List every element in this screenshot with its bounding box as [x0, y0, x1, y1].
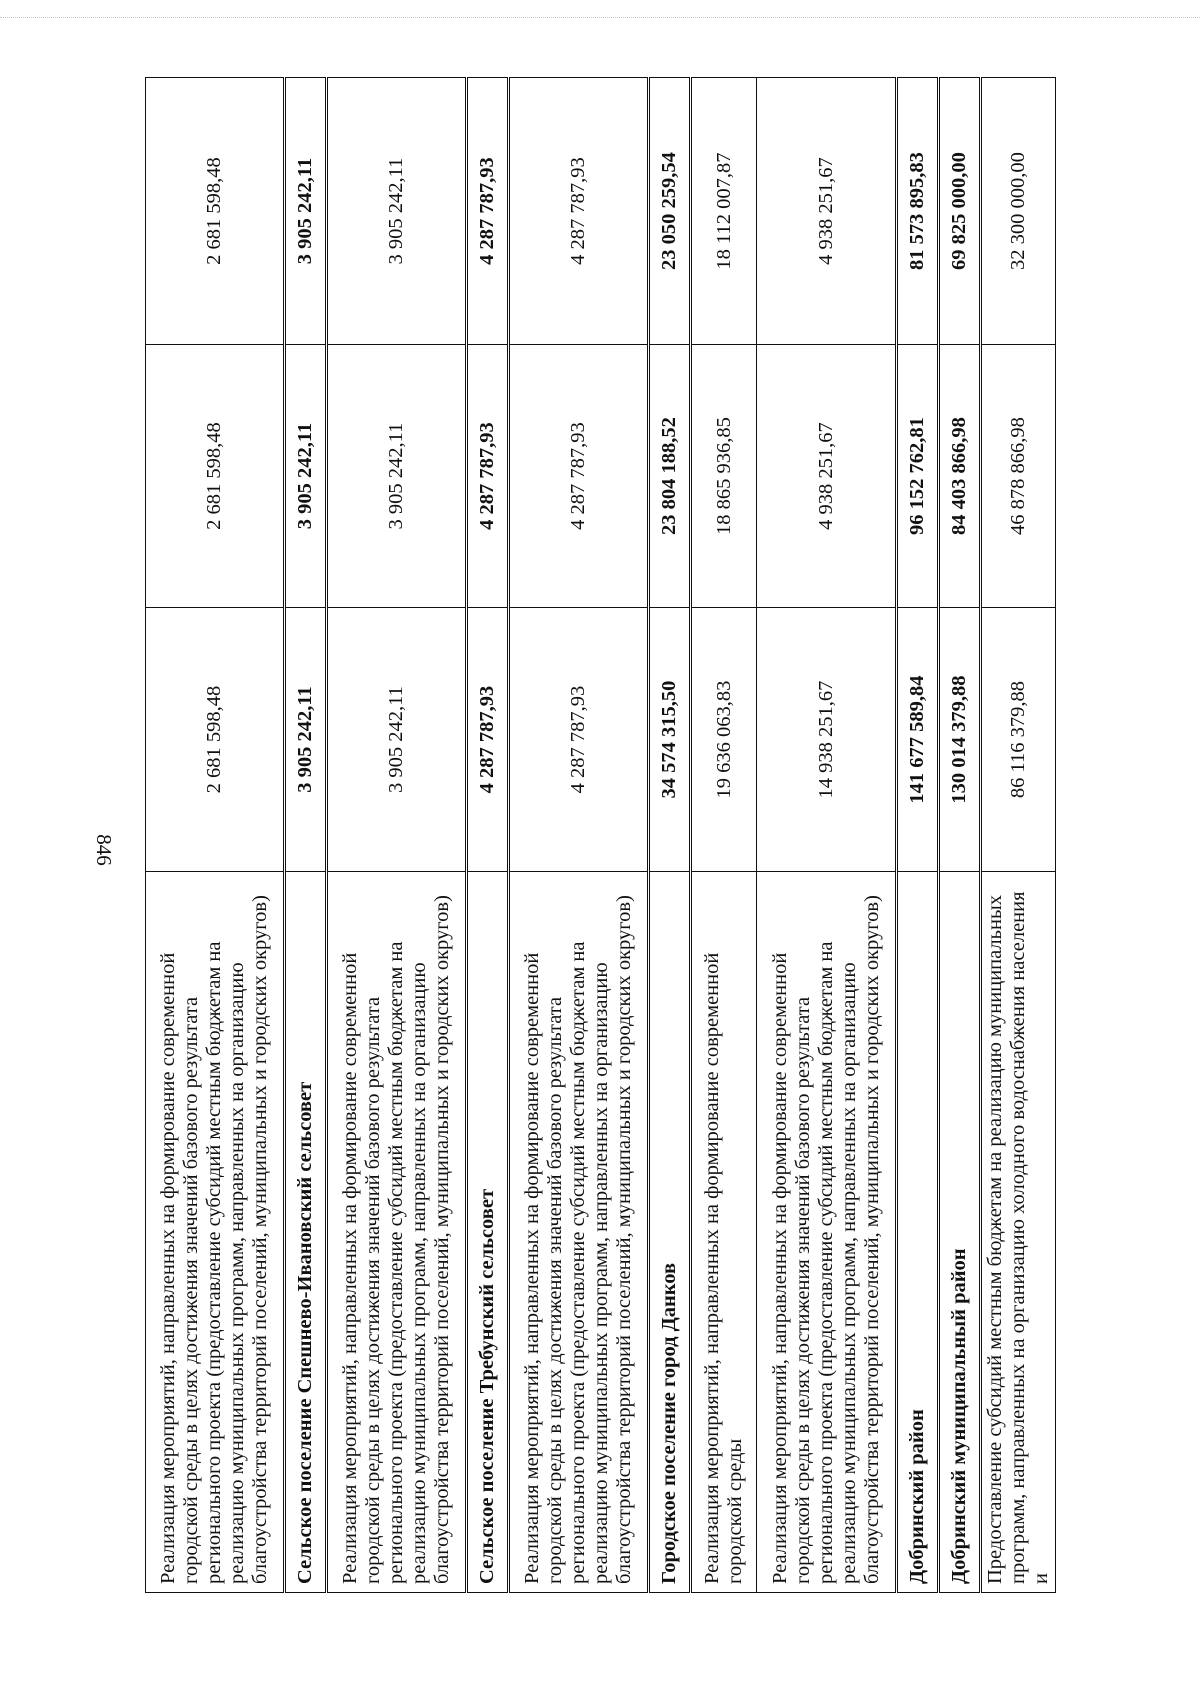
row-value-2: 4 938 251,67 — [757, 345, 897, 608]
row-value-2: 84 403 866,98 — [939, 345, 981, 608]
row-name: Городское поселение город Данков — [649, 872, 691, 1593]
row-value-3: 3 905 242,11 — [285, 78, 327, 345]
table-row — [757, 78, 897, 1593]
table-row — [897, 78, 939, 1593]
table-row — [649, 78, 691, 1593]
table-row — [981, 78, 1056, 1593]
row-value-3: 69 825 000,00 — [939, 78, 981, 345]
row-value-3: 4 938 251,67 — [757, 78, 897, 345]
row-value-1: 3 905 242,11 — [285, 608, 327, 872]
table-row — [146, 78, 285, 1593]
scan-edge-line — [0, 17, 1200, 18]
table-row — [939, 78, 981, 1593]
row-value-2: 4 287 787,93 — [509, 345, 649, 608]
row-value-1: 141 677 589,84 — [897, 608, 939, 872]
row-value-3: 4 287 787,93 — [509, 78, 649, 345]
row-name: Добринский район — [897, 872, 939, 1593]
row-value-1: 2 681 598,48 — [146, 608, 285, 872]
row-name: Реализация мероприятий, направленных на формирование современной городской среды — [691, 872, 757, 1593]
row-value-3: 2 681 598,48 — [146, 78, 285, 345]
row-name: Предоставление субсидий местным бюджетам на реализацию муниципальных программ, направленных на организацию холодного водоснабжения населения и — [981, 872, 1056, 1593]
row-value-1: 3 905 242,11 — [327, 608, 467, 872]
row-value-1: 19 636 063,83 — [691, 608, 757, 872]
row-value-1: 4 287 787,93 — [509, 608, 649, 872]
row-value-1: 4 287 787,93 — [467, 608, 509, 872]
row-value-3: 3 905 242,11 — [327, 78, 467, 345]
table-row — [509, 78, 649, 1593]
row-name: Реализация мероприятий, направленных на формирование современной городской среды в целях достижения значений базового результата регионального проекта (предоставление субсидий местным бюджетам на реализацию муниципальных программ, направленных на организацию благоустройства территорий поселений, муниципальных и городских округов) — [146, 872, 285, 1593]
budget-table-container — [145, 78, 1052, 1593]
row-name: Реализация мероприятий, направленных на формирование современной городской среды в целях достижения значений базового результата регионального проекта (предоставление субсидий местным бюджетам на реализацию муниципальных программ, направленных на организацию благоустройства территорий поселений, муниципальных и городских округов) — [509, 872, 649, 1593]
table-row — [691, 78, 757, 1593]
row-value-2: 3 905 242,11 — [285, 345, 327, 608]
row-value-1: 14 938 251,67 — [757, 608, 897, 872]
row-value-2: 23 804 188,52 — [649, 345, 691, 608]
row-value-1: 130 014 379,88 — [939, 608, 981, 872]
row-name: Сельское поселение Спешнево-Ивановский сельсовет — [285, 872, 327, 1593]
row-value-3: 81 573 895,83 — [897, 78, 939, 345]
table-row — [285, 78, 327, 1593]
table-row — [327, 78, 467, 1593]
row-name: Реализация мероприятий, направленных на формирование современной городской среды в целях достижения значений базового результата регионального проекта (предоставление субсидий местным бюджетам на реализацию муниципальных программ, направленных на организацию благоустройства территорий поселений, муниципальных и городских округов) — [327, 872, 467, 1593]
budget-table — [145, 77, 1056, 1593]
row-value-2: 4 287 787,93 — [467, 345, 509, 608]
row-value-2: 46 878 866,98 — [981, 345, 1056, 608]
row-value-3: 23 050 259,54 — [649, 78, 691, 345]
row-value-3: 32 300 000,00 — [981, 78, 1056, 345]
row-value-3: 18 112 007,87 — [691, 78, 757, 345]
row-name: Сельское поселение Требунский сельсовет — [467, 872, 509, 1593]
row-value-2: 2 681 598,48 — [146, 345, 285, 608]
row-value-3: 4 287 787,93 — [467, 78, 509, 345]
page-number: 846 — [92, 834, 116, 866]
row-value-1: 86 116 379,88 — [981, 608, 1056, 872]
row-value-2: 18 865 936,85 — [691, 345, 757, 608]
row-name: Добринский муниципальный район — [939, 872, 981, 1593]
row-name: Реализация мероприятий, направленных на формирование современной городской среды в целях достижения значений базового результата регионального проекта (предоставление субсидий местным бюджетам на реализацию муниципальных программ, направленных на организацию благоустройства территорий поселений, муниципальных и городских округов) — [757, 872, 897, 1593]
row-value-2: 3 905 242,11 — [327, 345, 467, 608]
table-row — [467, 78, 509, 1593]
row-value-2: 96 152 762,81 — [897, 345, 939, 608]
row-value-1: 34 574 315,50 — [649, 608, 691, 872]
